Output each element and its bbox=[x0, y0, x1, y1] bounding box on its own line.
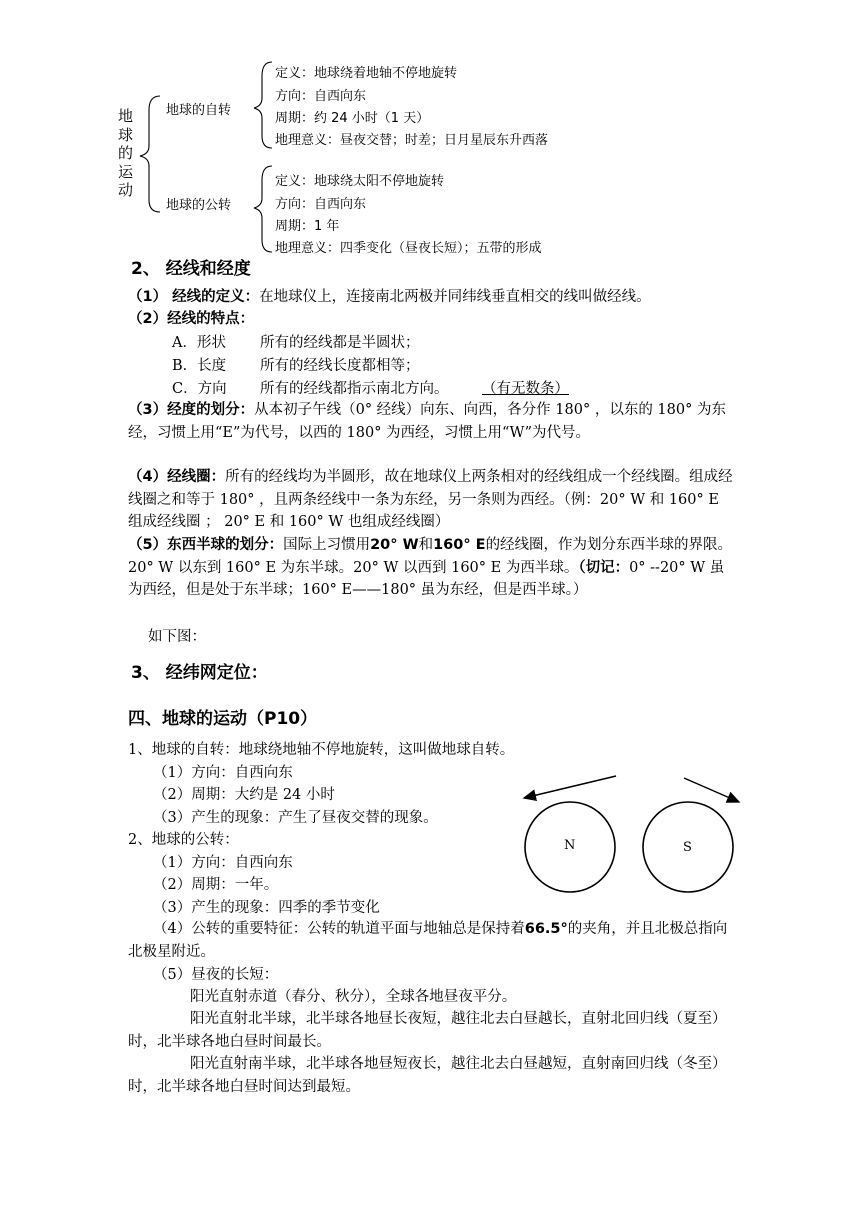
p5-text-e: 的经线圈，作为划分东西半球的界限。20° W 以东到 160° E 为东半球。20° W 以西到 160° E 为西半球。 bbox=[128, 537, 733, 576]
rotation-intro: 1、地球的自转：地球绕地轴不停地旋转，这叫做地球自转。 bbox=[128, 742, 515, 758]
p5-text-d: 160° E bbox=[433, 537, 486, 553]
revolution-label: 地球的公转 bbox=[166, 198, 232, 213]
north-label: N bbox=[564, 838, 576, 853]
feature-value: 所有的经线长度都相等； bbox=[260, 358, 420, 374]
revolution-item: 周期：1 年 bbox=[275, 219, 340, 234]
p5-text-c: 和 bbox=[418, 537, 434, 553]
revolution-item: 方向：自西向东 bbox=[275, 197, 367, 212]
rotation-point: （1）方向：自西向东 bbox=[153, 765, 293, 781]
day-length-equator: 阳光直射赤道（春分、秋分），全球各地昼夜平分。 bbox=[190, 989, 517, 1005]
p3-label: （3）经度的划分： bbox=[128, 402, 255, 418]
rotation-item: 方向：自西向东 bbox=[275, 89, 367, 104]
north-arrow bbox=[524, 776, 616, 798]
section4-heading: 四、地球的运动（P10） bbox=[128, 709, 318, 729]
feature-note: （有无数条） bbox=[482, 381, 569, 397]
p5-note-label: （切记： bbox=[578, 559, 630, 576]
section3-heading: 3、 经纬网定位： bbox=[131, 663, 268, 683]
v4-text-c: 的夹角，并且北极总指向北极星附近。 bbox=[128, 921, 728, 960]
feature-value: 所有的经线都是半圆状； bbox=[260, 335, 420, 351]
see-figure: 如下图： bbox=[148, 629, 206, 645]
day-length-title: （5）昼夜的长短： bbox=[153, 967, 279, 983]
p1-text: 在地球仪上，连接南北两极并同纬线垂直相交的线叫做经线。 bbox=[259, 289, 651, 305]
rotation-label: 地球的自转 bbox=[166, 103, 232, 118]
revolution-point: （2）周期：一年。 bbox=[153, 877, 279, 893]
p3-text: 从本初子午线（0° 经线）向东、向西，各分作 180° ，以东的 180° 为东经，习惯上用“E”为代号，以西的 180° 为西经，习惯上用“W”为代号。 bbox=[128, 402, 726, 441]
feature-value: 所有的经线都指示南北方向。 bbox=[260, 381, 449, 397]
revolution-item: 定义：地球绕太阳不停地旋转 bbox=[275, 174, 445, 189]
diagram-title: 地球的运动 bbox=[118, 107, 134, 199]
p4-text: 所有的经线均为半圆形，故在地球仪上两条相对的经线组成一个经线圈。组成经线圈之和等于 180° ，且两条经线中一条为东经，另一条则为西经。（例：20° W 和 160° E 组成经线圈 ； 20° E 和 160° W 也组成经线圈） bbox=[128, 469, 733, 530]
south-label: S bbox=[683, 840, 692, 855]
feature-key: A．形状 bbox=[172, 335, 226, 351]
v4-text-b: 66.5° bbox=[524, 921, 568, 937]
revolution-point: （3）产生的现象：四季的季节变化 bbox=[153, 900, 380, 916]
day-length-south: 阳光直射南半球，北半球各地昼短夜长，越往北去白昼越短，直射南回归线（冬至）时，北半球各地白昼时间达到最短。 bbox=[128, 1056, 727, 1095]
p4-label: （4）经线圈： bbox=[128, 469, 226, 485]
revolution-intro: 2、地球的公转： bbox=[128, 832, 239, 848]
p5-text-a: 国际上习惯用 bbox=[283, 537, 371, 553]
rotation-point: （2）周期：大约是 24 小时 bbox=[153, 787, 335, 803]
p1-label: （1） 经线的定义： bbox=[128, 289, 260, 305]
feature-key: B．长度 bbox=[172, 358, 227, 374]
day-length-north: 阳光直射北半球，北半球各地昼长夜短，越往北去白昼越长，直射北回归线（夏至）时，北半球各地白昼时间最长。 bbox=[128, 1011, 727, 1050]
feature-key: C．方向 bbox=[172, 381, 227, 397]
section2-heading: 2、 经线和经度 bbox=[131, 259, 251, 279]
revolution-point: （1）方向：自西向东 bbox=[153, 855, 293, 871]
rotation-item: 定义：地球绕着地轴不停地旋转 bbox=[275, 66, 458, 81]
rotation-point: （3）产生的现象：产生了昼夜交替的现象。 bbox=[153, 810, 438, 826]
v4-text-a: （4）公转的重要特征：公转的轨道平面与地轴总是保持着 bbox=[153, 921, 525, 937]
rotation-item: 周期：约 24 小时（1 天） bbox=[275, 111, 430, 126]
south-arrow bbox=[684, 778, 739, 802]
p5-text-b: 20° W bbox=[370, 537, 419, 553]
p2-label: （2）经线的特点： bbox=[128, 311, 255, 327]
rotation-item: 地理意义：昼夜交替；时差；日月星辰东升西落 bbox=[275, 133, 549, 148]
p5-label: （5）东西半球的划分： bbox=[128, 537, 284, 553]
revolution-item: 地理意义：四季变化（昼夜长短）；五带的形成 bbox=[275, 241, 542, 256]
p5-note: 0° --20° W 虽为西经，但是处于东半球；160° E——180° 虽为东经，但是西半球。） bbox=[128, 559, 725, 598]
